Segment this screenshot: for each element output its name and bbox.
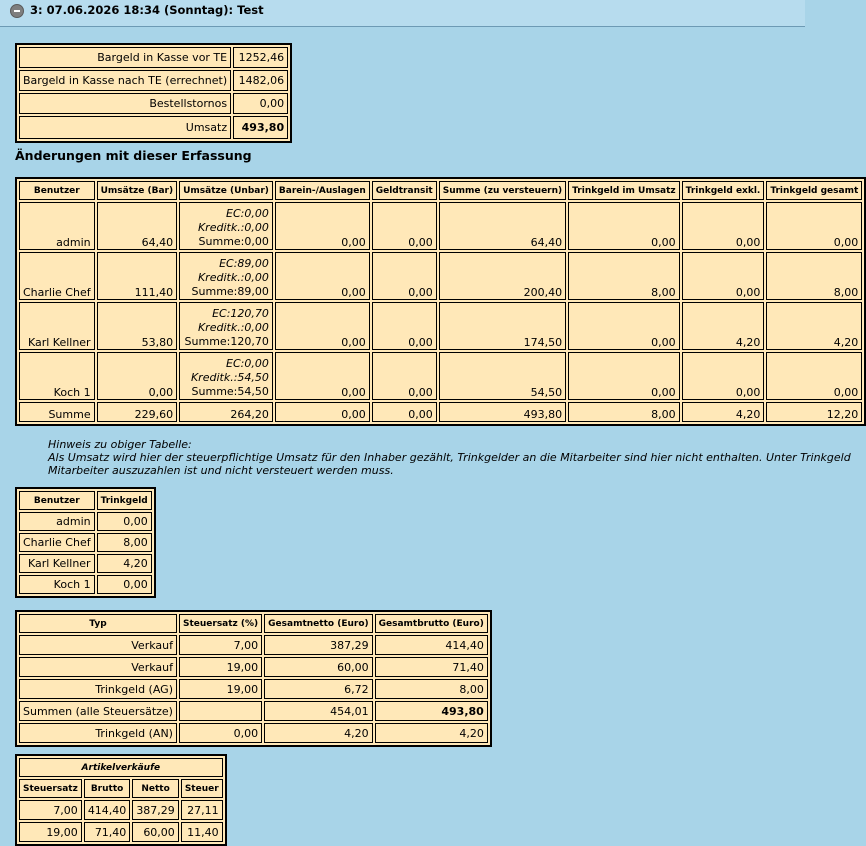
hint-title: Hinweis zu obiger Tabelle: (48, 438, 192, 451)
table-row (19, 533, 152, 552)
bar-cell: 0,00 (97, 352, 178, 400)
satz-cell: 7,00 (19, 800, 82, 820)
tip-cell: 4,20 (97, 554, 152, 573)
user-cell: Koch 1 (19, 352, 95, 400)
table-row (19, 554, 152, 573)
tg-exkl-cell: 0,00 (682, 352, 765, 400)
table-row (19, 47, 288, 68)
tg-umsatz-cell: 0,00 (568, 202, 680, 250)
summe-value: Summe:120,70 (184, 335, 269, 348)
netto-cell: 387,29 (132, 800, 179, 820)
tg-exkl-cell: 0,00 (682, 202, 765, 250)
brutto-cell: 71,40 (84, 822, 131, 842)
table-row (19, 679, 488, 699)
user-cell: Charlie Chef (19, 533, 95, 552)
table-row (19, 575, 152, 594)
ec-value: EC:89,00 (219, 257, 269, 270)
transit-cell: 0,00 (372, 352, 437, 400)
summe-value: Summe:0,00 (198, 235, 269, 248)
typ-cell: Summen (alle Steuersätze) (19, 701, 177, 721)
cash-value: 1252,46 (233, 47, 288, 68)
bar-cell: 111,40 (97, 252, 178, 300)
sum-tg-exkl: 4,20 (682, 402, 765, 422)
kredit-value: Kreditk.:54,50 (190, 371, 269, 384)
sum-tg-umsatz: 8,00 (568, 402, 680, 422)
changes-table (15, 177, 866, 426)
ec-value: EC:0,00 (226, 207, 269, 220)
user-cell: Karl Kellner (19, 554, 95, 573)
section-title: Änderungen mit dieser Erfassung (15, 148, 252, 163)
table-caption: Artikelverkäufe (19, 758, 223, 777)
sum-unbar: 264,20 (179, 402, 273, 422)
sum-bar: 229,60 (97, 402, 178, 422)
column-header: Steuersatz (%) (179, 614, 262, 633)
satz-cell: 19,00 (179, 679, 262, 699)
column-header: Steuer (181, 779, 223, 798)
satz-cell: 0,00 (179, 723, 262, 743)
tg-gesamt-cell: 0,00 (766, 352, 862, 400)
tg-exkl-cell: 0,00 (682, 252, 765, 300)
collapse-minus-icon[interactable] (10, 4, 24, 18)
table-row (19, 70, 288, 91)
netto-cell: 6,72 (264, 679, 372, 699)
netto-cell: 454,01 (264, 701, 372, 721)
cash-label: Bargeld in Kasse vor TE (19, 47, 231, 68)
column-header: Trinkgeld im Umsatz (568, 181, 680, 200)
kredit-value: Kreditk.:0,00 (197, 271, 269, 284)
typ-cell: Trinkgeld (AN) (19, 723, 177, 743)
table-row (19, 635, 488, 655)
cash-summary-table (15, 43, 292, 143)
tip-cell: 0,00 (97, 575, 152, 594)
cash-value: 0,00 (233, 93, 288, 114)
versteuern-cell: 174,50 (439, 302, 566, 350)
column-header: Gesamtbrutto (Euro) (375, 614, 488, 633)
user-cell: admin (19, 202, 95, 250)
barein-cell: 0,00 (275, 202, 370, 250)
unbar-cell (179, 252, 273, 300)
cash-label: Bestellstornos (19, 93, 231, 114)
tg-gesamt-cell: 8,00 (766, 252, 862, 300)
column-header: Steuersatz (19, 779, 82, 798)
hint-text: Mitarbeiter auszuzahlen ist und nicht versteuert werden muss. (48, 464, 394, 477)
table-caption-row (19, 758, 223, 777)
summe-value: Summe:54,50 (191, 385, 269, 398)
table-row (19, 800, 223, 820)
barein-cell: 0,00 (275, 352, 370, 400)
tg-umsatz-cell: 8,00 (568, 252, 680, 300)
typ-cell: Trinkgeld (AG) (19, 679, 177, 699)
column-header: Trinkgeld exkl. (682, 181, 765, 200)
table-row (19, 252, 862, 300)
table-row (19, 512, 152, 531)
netto-cell: 60,00 (132, 822, 179, 842)
bar-cell: 53,80 (97, 302, 178, 350)
column-header: Summe (zu versteuern) (439, 181, 566, 200)
sum-barein: 0,00 (275, 402, 370, 422)
ec-value: EC:0,00 (226, 357, 269, 370)
column-header: Barein-/Auslagen (275, 181, 370, 200)
tg-exkl-cell: 4,20 (682, 302, 765, 350)
column-header: Trinkgeld gesamt (766, 181, 862, 200)
user-cell: Koch 1 (19, 575, 95, 594)
sum-label: Summe (19, 402, 95, 422)
versteuern-cell: 64,40 (439, 202, 566, 250)
column-header: Gesamtnetto (Euro) (264, 614, 372, 633)
satz-cell: 19,00 (179, 657, 262, 677)
column-header: Umsätze (Unbar) (179, 181, 273, 200)
satz-cell: 19,00 (19, 822, 82, 842)
typ-cell: Verkauf (19, 635, 177, 655)
column-header: Benutzer (19, 491, 95, 510)
article-sales-table (15, 754, 227, 846)
table-row (19, 352, 862, 400)
table-header-row (19, 491, 152, 510)
user-cell: Charlie Chef (19, 252, 95, 300)
bar-cell: 64,40 (97, 202, 178, 250)
user-cell: admin (19, 512, 95, 531)
brutto-cell: 414,40 (375, 635, 488, 655)
versteuern-cell: 200,40 (439, 252, 566, 300)
table-row (19, 822, 223, 842)
column-header: Typ (19, 614, 177, 633)
netto-cell: 60,00 (264, 657, 372, 677)
ec-value: EC:120,70 (212, 307, 269, 320)
tg-umsatz-cell: 0,00 (568, 352, 680, 400)
column-header: Umsätze (Bar) (97, 181, 178, 200)
kredit-value: Kreditk.:0,00 (197, 321, 269, 334)
table-row (19, 302, 862, 350)
tg-umsatz-cell: 0,00 (568, 302, 680, 350)
transit-cell: 0,00 (372, 252, 437, 300)
unbar-cell (179, 302, 273, 350)
brutto-cell: 8,00 (375, 679, 488, 699)
kredit-value: Kreditk.:0,00 (197, 221, 269, 234)
cash-label: Bargeld in Kasse nach TE (errechnet) (19, 70, 231, 91)
tg-gesamt-cell: 0,00 (766, 202, 862, 250)
table-row (19, 202, 862, 250)
steuer-cell: 11,40 (181, 822, 223, 842)
tips-table (15, 487, 156, 598)
unbar-cell (179, 352, 273, 400)
tax-table (15, 610, 492, 747)
sum-tg-gesamt: 12,20 (766, 402, 862, 422)
tip-cell: 8,00 (97, 533, 152, 552)
user-cell: Karl Kellner (19, 302, 95, 350)
cash-label: Umsatz (19, 116, 231, 139)
table-row (19, 701, 488, 721)
brutto-cell: 4,20 (375, 723, 488, 743)
tg-gesamt-cell: 4,20 (766, 302, 862, 350)
brutto-cell: 414,40 (84, 800, 131, 820)
table-row (19, 723, 488, 743)
transit-cell: 0,00 (372, 302, 437, 350)
typ-cell: Verkauf (19, 657, 177, 677)
hint-text: Als Umsatz wird hier der steuerpflichtige Umsatz für den Inhaber gezählt, Trinkgelder an die Mitarbeiter sind hier nicht enthalten. Unter Trinkgeld (48, 451, 851, 464)
session-title: 3: 07.06.2026 18:34 (Sonntag): Test (30, 3, 264, 17)
table-row (19, 116, 288, 139)
table-header-row (19, 181, 862, 200)
unbar-cell (179, 202, 273, 250)
table-hint (48, 438, 851, 477)
column-header: Brutto (84, 779, 131, 798)
satz-cell (179, 701, 262, 721)
barein-cell: 0,00 (275, 302, 370, 350)
netto-cell: 4,20 (264, 723, 372, 743)
cash-value: 1482,06 (233, 70, 288, 91)
satz-cell: 7,00 (179, 635, 262, 655)
table-header-row (19, 614, 488, 633)
column-header: Geldtransit (372, 181, 437, 200)
transit-cell: 0,00 (372, 202, 437, 250)
column-header: Benutzer (19, 181, 95, 200)
steuer-cell: 27,11 (181, 800, 223, 820)
brutto-total-cell: 493,80 (375, 701, 488, 721)
umsatz-value: 493,80 (233, 116, 288, 139)
table-row (19, 93, 288, 114)
tip-cell: 0,00 (97, 512, 152, 531)
column-header: Netto (132, 779, 179, 798)
sum-row (19, 402, 862, 422)
table-row (19, 657, 488, 677)
column-header: Trinkgeld (97, 491, 152, 510)
sum-transit: 0,00 (372, 402, 437, 422)
summe-value: Summe:89,00 (191, 285, 269, 298)
table-header-row (19, 779, 223, 798)
versteuern-cell: 54,50 (439, 352, 566, 400)
session-header (0, 0, 805, 27)
barein-cell: 0,00 (275, 252, 370, 300)
netto-cell: 387,29 (264, 635, 372, 655)
sum-versteuern: 493,80 (439, 402, 566, 422)
brutto-cell: 71,40 (375, 657, 488, 677)
